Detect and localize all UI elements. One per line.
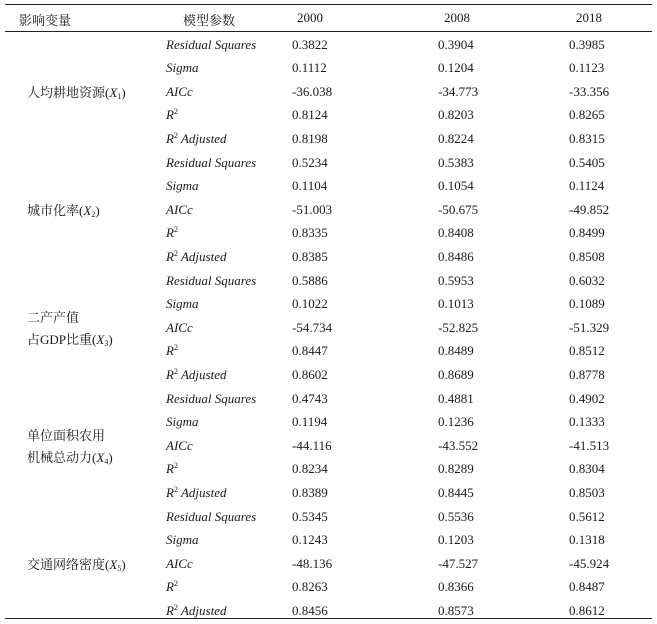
table-row [5, 199, 652, 223]
table-row [5, 482, 652, 506]
value-cell: 0.8265 [569, 107, 605, 123]
value-cell: 0.1104 [292, 178, 328, 194]
value-cell: -51.329 [569, 319, 610, 335]
value-cell: 0.8456 [292, 602, 328, 618]
param-label: Residual Squares [166, 36, 257, 52]
table-row [5, 152, 652, 176]
value-cell: -47.527 [438, 555, 479, 571]
value-cell: -49.852 [569, 201, 610, 217]
value-cell: 0.8689 [438, 366, 474, 382]
value-cell: 0.8508 [569, 248, 605, 264]
header-year-2008: 2008 [444, 10, 470, 25]
param-label: $R^2$ [166, 343, 178, 359]
value-cell: -44.116 [292, 437, 332, 453]
value-cell: 0.5886 [292, 272, 328, 288]
value-cell: 0.8408 [438, 225, 474, 241]
value-cell: 0.8487 [569, 579, 605, 595]
value-cell: 0.3904 [438, 36, 474, 52]
value-cell: 0.1054 [438, 178, 474, 194]
table-row [5, 388, 652, 412]
value-cell: 0.8234 [292, 461, 328, 477]
table-row [5, 600, 652, 624]
value-cell: -48.136 [292, 555, 333, 571]
table-row [5, 57, 652, 81]
table-row [5, 128, 652, 152]
value-cell: 0.8447 [292, 343, 328, 359]
param-label: Sigma [166, 414, 199, 430]
value-cell: 0.3985 [569, 36, 605, 52]
value-cell: -54.734 [292, 319, 333, 335]
header-rule [5, 31, 652, 32]
value-cell: 0.8445 [438, 484, 474, 500]
value-cell: 0.8289 [438, 461, 474, 477]
value-cell: 0.8263 [292, 579, 328, 595]
value-cell: 0.8503 [569, 484, 605, 500]
param-label: $R^2$ Adjusted [166, 366, 227, 382]
param-label: $R^2$ Adjusted [166, 602, 227, 618]
table-row [5, 364, 652, 388]
variable-label: 城市化率$(X_2)$ [27, 202, 100, 219]
value-cell: 0.8486 [438, 248, 474, 264]
value-cell: 0.1318 [569, 532, 605, 548]
value-cell: -41.513 [569, 437, 610, 453]
param-label: AICc [166, 437, 193, 453]
value-cell: 0.1333 [569, 414, 605, 430]
table-row [5, 175, 652, 199]
value-cell: 0.1203 [438, 532, 474, 548]
value-cell: 0.5612 [569, 508, 605, 524]
regression-table [5, 4, 652, 620]
value-cell: -36.038 [292, 83, 333, 99]
table-row [5, 34, 652, 58]
value-cell: 0.1112 [292, 60, 327, 76]
table-row [5, 506, 652, 530]
table-row [5, 104, 652, 128]
table-row [5, 222, 652, 246]
param-label: Sigma [166, 60, 199, 76]
value-cell: 0.8198 [292, 130, 328, 146]
value-cell: -52.825 [438, 319, 479, 335]
table-row [5, 529, 652, 553]
value-cell: 0.4902 [569, 390, 605, 406]
value-cell: -43.552 [438, 437, 479, 453]
param-label: Residual Squares [166, 508, 257, 524]
value-cell: 0.8203 [438, 107, 474, 123]
value-cell: 0.4743 [292, 390, 328, 406]
header-param: 模型参数 [183, 13, 236, 28]
value-cell: -34.773 [438, 83, 479, 99]
param-label: $R^2$ Adjusted [166, 484, 227, 500]
param-label: Sigma [166, 296, 199, 312]
value-cell: 0.8778 [569, 366, 605, 382]
param-label: Residual Squares [166, 390, 257, 406]
value-cell: 0.1243 [292, 532, 328, 548]
value-cell: 0.1022 [292, 296, 328, 312]
value-cell: 0.3822 [292, 36, 328, 52]
value-cell: 0.8224 [438, 130, 474, 146]
param-label: AICc [166, 83, 193, 99]
value-cell: 0.8304 [569, 461, 605, 477]
param-label: Residual Squares [166, 272, 257, 288]
param-label: Sigma [166, 178, 199, 194]
header-variable: 影响变量 [19, 13, 72, 28]
table-row [5, 270, 652, 294]
value-cell: 0.8602 [292, 366, 328, 382]
value-cell: 0.8124 [292, 107, 328, 123]
param-label: $R^2$ [166, 461, 178, 477]
param-label: $R^2$ [166, 107, 178, 123]
value-cell: 0.8512 [569, 343, 605, 359]
value-cell: 0.8499 [569, 225, 605, 241]
value-cell: 0.1236 [438, 414, 474, 430]
value-cell: 0.4881 [438, 390, 474, 406]
param-label: $R^2$ Adjusted [166, 130, 227, 146]
header-year-2000: 2000 [297, 10, 323, 25]
value-cell: 0.5234 [292, 154, 328, 170]
variable-label: 二产产值 占GDP比重$(X_3)$ [27, 309, 113, 348]
value-cell: 0.8385 [292, 248, 328, 264]
param-label: $R^2$ Adjusted [166, 248, 227, 264]
value-cell: 0.1013 [438, 296, 474, 312]
param-label: Sigma [166, 532, 199, 548]
param-label: AICc [166, 319, 193, 335]
value-cell: 0.5536 [438, 508, 474, 524]
param-label: AICc [166, 555, 193, 571]
value-cell: 0.5405 [569, 154, 605, 170]
table-row [5, 576, 652, 600]
param-label: $R^2$ [166, 225, 178, 241]
value-cell: 0.1124 [569, 178, 605, 194]
param-label: $R^2$ [166, 579, 178, 595]
value-cell: 0.5953 [438, 272, 474, 288]
value-cell: 0.8335 [292, 225, 328, 241]
value-cell: 0.1194 [292, 414, 328, 430]
value-cell: 0.1089 [569, 296, 605, 312]
value-cell: 0.1123 [569, 60, 605, 76]
value-cell: 0.5345 [292, 508, 328, 524]
variable-label: 单位面积农用 机械总动力$(X_4)$ [27, 427, 113, 466]
value-cell: -33.356 [569, 83, 610, 99]
table-row [5, 246, 652, 270]
value-cell: 0.5383 [438, 154, 474, 170]
value-cell: 0.8612 [569, 602, 605, 618]
value-cell: -45.924 [569, 555, 610, 571]
variable-label: 人均耕地资源$(X_1)$ [27, 84, 126, 101]
param-label: AICc [166, 201, 193, 217]
value-cell: -51.003 [292, 201, 333, 217]
top-rule [5, 4, 652, 5]
value-cell: 0.8315 [569, 130, 605, 146]
value-cell: 0.8389 [292, 484, 328, 500]
variable-label: 交通网络密度$(X_5)$ [27, 556, 126, 573]
value-cell: 0.8366 [438, 579, 474, 595]
value-cell: 0.6032 [569, 272, 605, 288]
value-cell: -50.675 [438, 201, 479, 217]
value-cell: 0.8489 [438, 343, 474, 359]
value-cell: 0.8573 [438, 602, 474, 618]
value-cell: 0.1204 [438, 60, 474, 76]
param-label: Residual Squares [166, 154, 257, 170]
header-year-2018: 2018 [576, 10, 602, 25]
